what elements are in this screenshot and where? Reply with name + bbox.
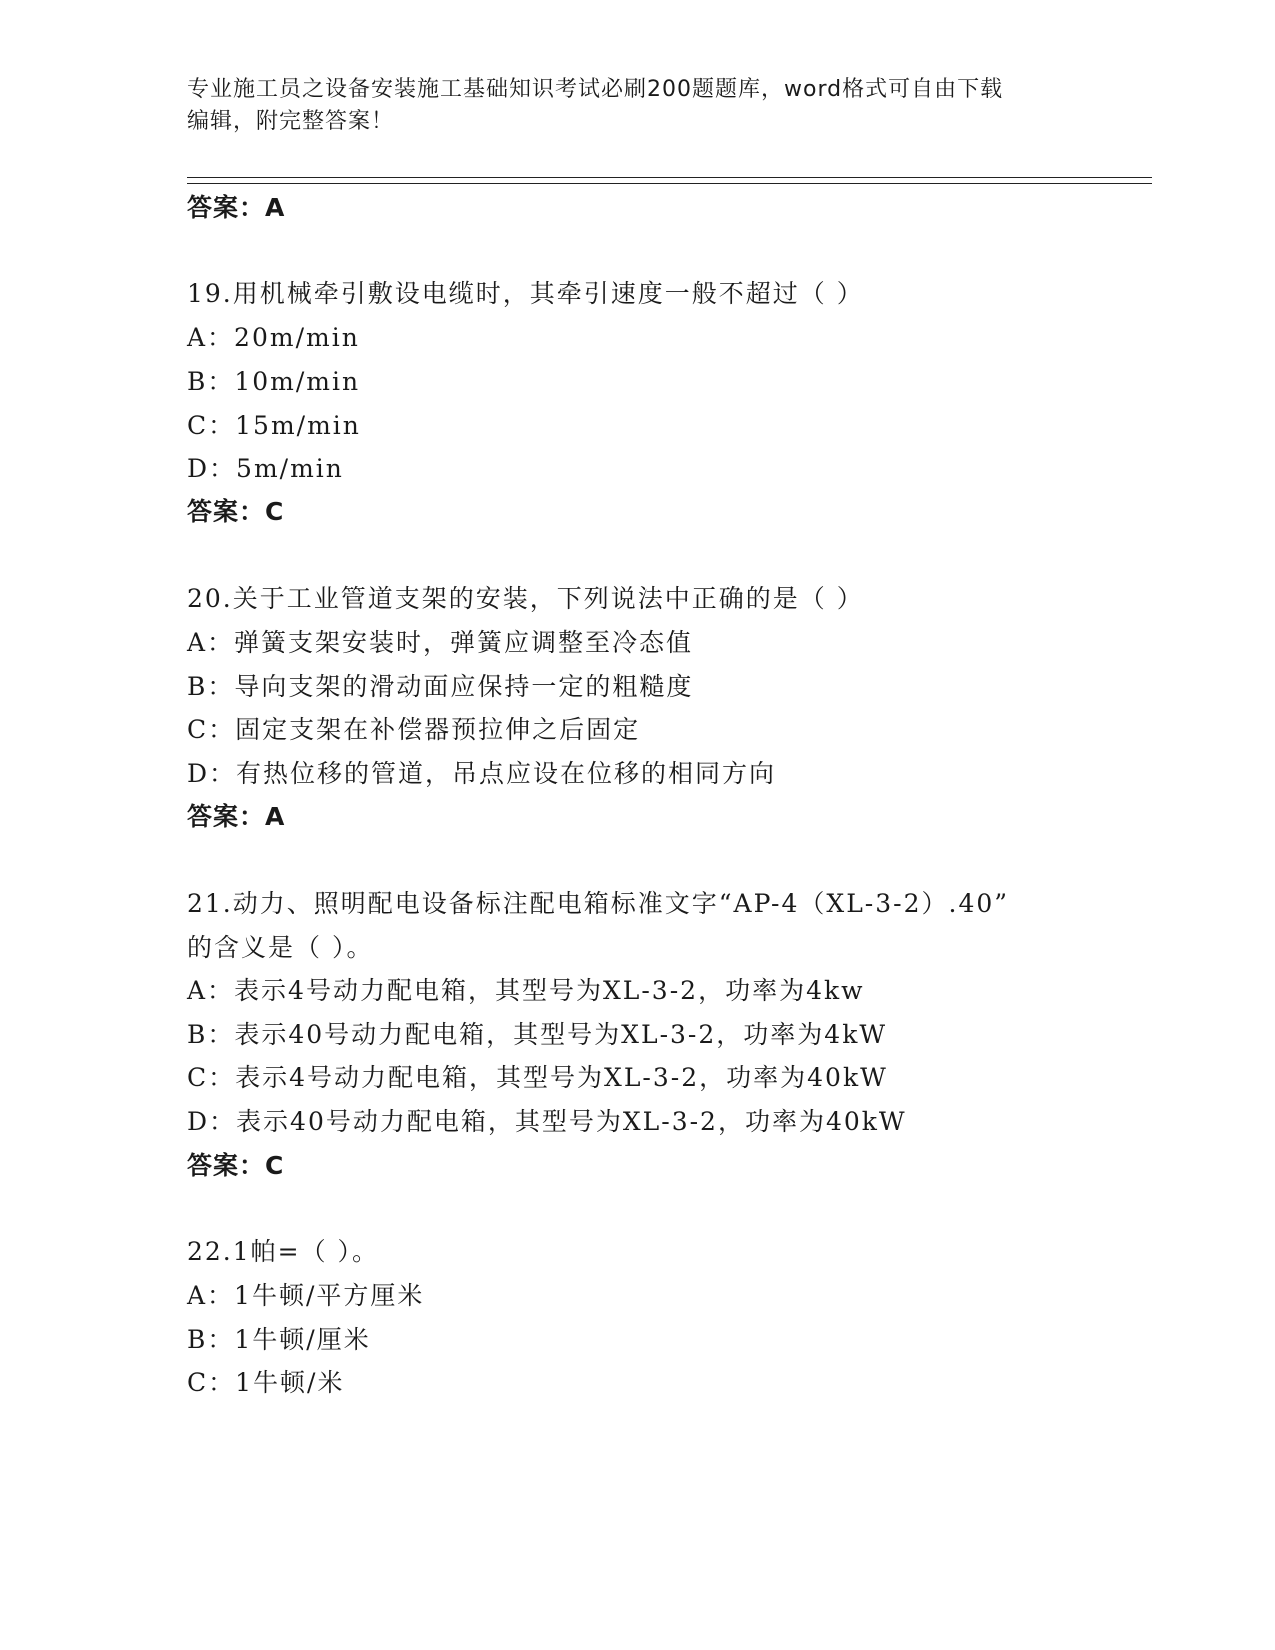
q19-option-c: C：15m/min [187,411,361,440]
q21-option-d: D：表示40号动力配电箱，其型号为XL-3-2，功率为40kW [187,1107,907,1136]
question-22: 22.1帕=（ ）。 [187,1237,380,1266]
answer-q20: 答案：A [187,802,286,831]
header-title-line-1: 专业施工员之设备安装施工基础知识考试必刷200题题库，word格式可自由下载 [187,77,1004,102]
header-divider-top [187,177,1152,178]
q21-option-a: A：表示4号动力配电箱，其型号为XL-3-2，功率为4kw [187,976,865,1005]
q19-option-d: D：5m/min [187,454,344,483]
q20-option-a: A：弹簧支架安装时，弹簧应调整至冷态值 [187,628,694,657]
question-21-line-1: 21.动力、照明配电设备标注配电箱标准文字“AP-4（XL-3-2）.40” [187,889,1010,918]
header-divider-bottom [187,183,1152,184]
q20-option-d: D：有热位移的管道，吊点应设在位移的相同方向 [187,759,777,788]
q21-option-b: B：表示40号动力配电箱，其型号为XL-3-2，功率为4kW [187,1020,888,1049]
q22-option-c: C：1牛顿/米 [187,1368,345,1397]
question-20: 20.关于工业管道支架的安装，下列说法中正确的是（ ） [187,584,864,613]
q19-option-b: B：10m/min [187,367,361,396]
header-title-line-2: 编辑，附完整答案！ [187,109,395,134]
q22-option-b: B：1牛顿/厘米 [187,1325,371,1354]
document-header [187,74,1087,138]
answer-q21: 答案：C [187,1151,285,1180]
q22-option-a: A：1牛顿/平方厘米 [187,1281,425,1310]
question-21-line-2: 的含义是（ ）。 [187,933,374,962]
q19-option-a: A：20m/min [187,323,360,352]
q20-option-b: B：导向支架的滑动面应保持一定的粗糙度 [187,672,694,701]
question-19: 19.用机械牵引敷设电缆时，其牵引速度一般不超过（ ） [187,279,864,308]
answer-q19: 答案：C [187,497,285,526]
q20-option-c: C：固定支架在补偿器预拉伸之后固定 [187,715,641,744]
answer-q18: 答案：A [187,193,286,222]
q21-option-c: C：表示4号动力配电箱，其型号为XL-3-2，功率为40kW [187,1063,888,1092]
